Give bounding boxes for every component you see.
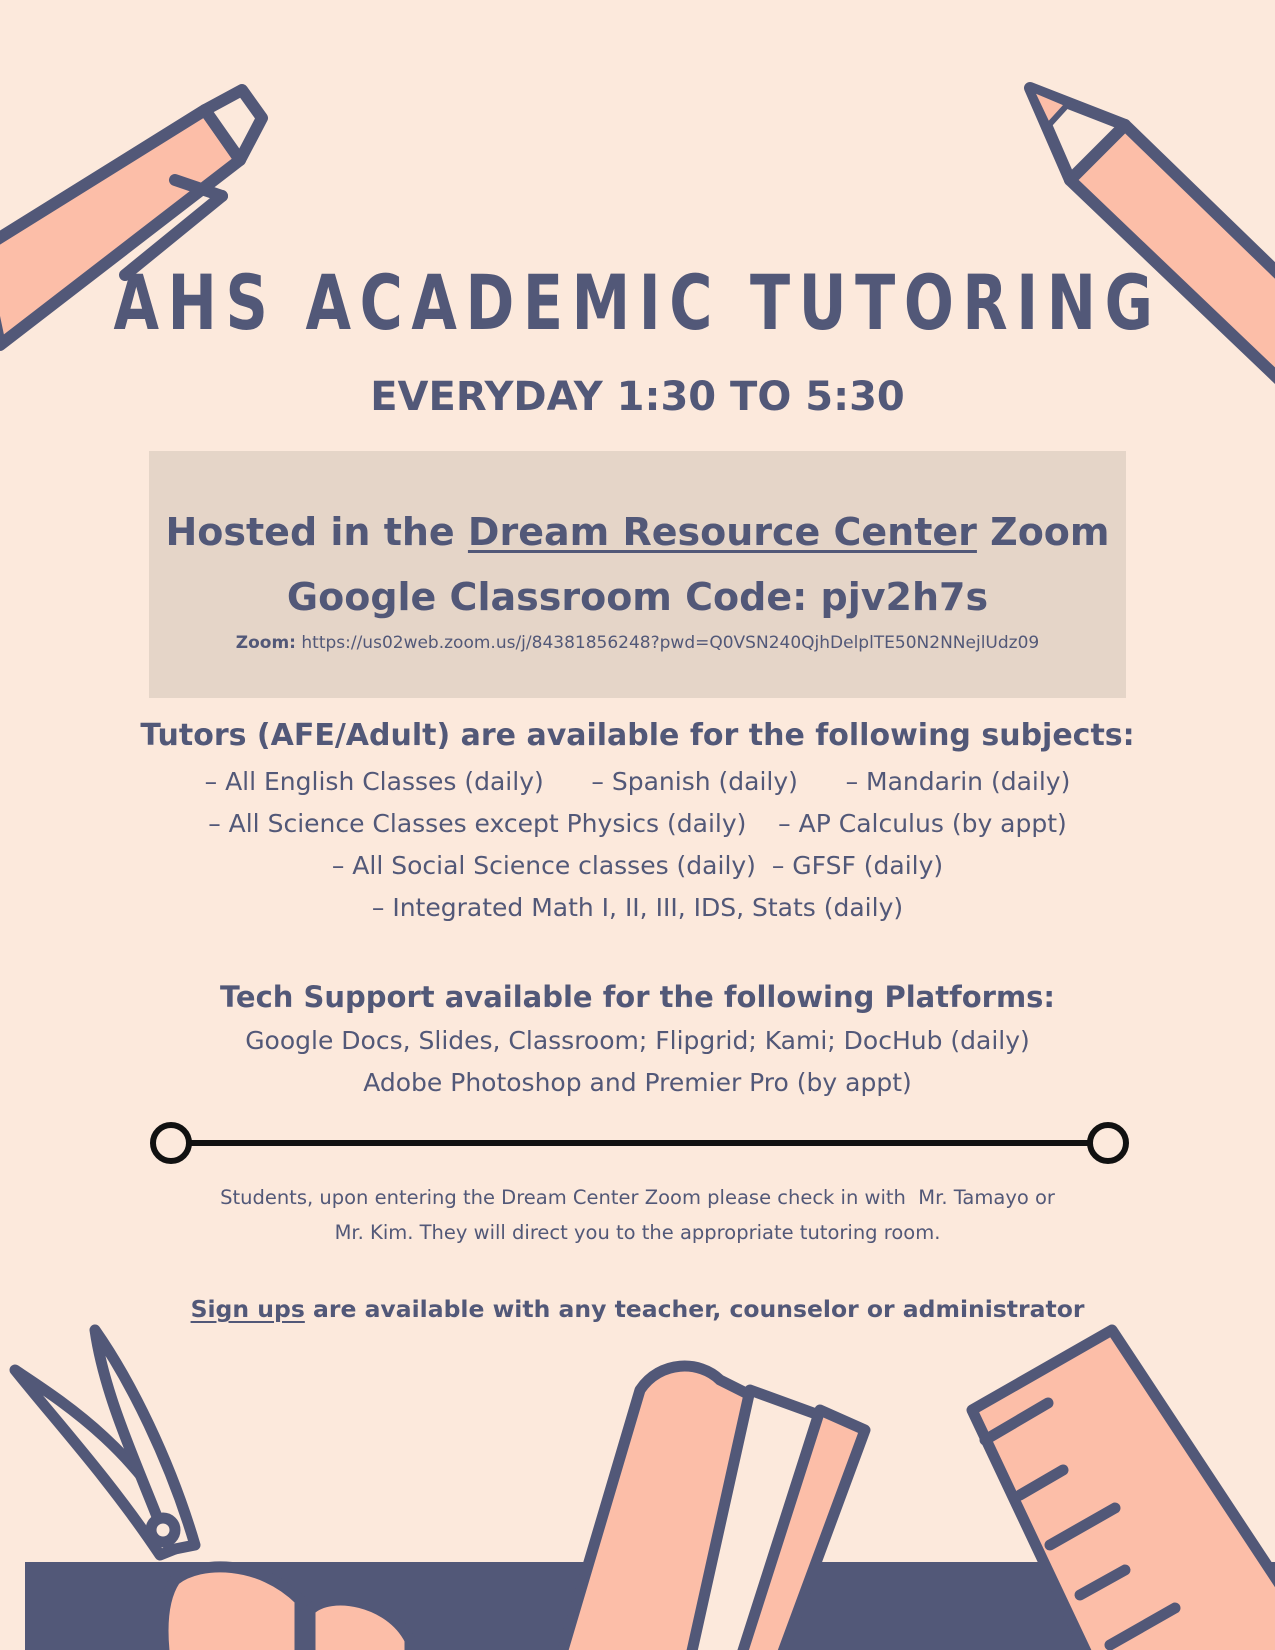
dream-resource-center-link[interactable]: Dream Resource Center (467, 510, 977, 554)
signups-text: are available with any teacher, counselor or administrator (304, 1295, 1085, 1323)
divider-line (153, 1125, 1126, 1161)
hosted-line (0, 508, 1275, 556)
subject-line: – All Science Classes except Physics (daily) – AP Calculus (by appt) (208, 809, 1067, 838)
page-title: AHS ACADEMIC TUTORING (113, 258, 1162, 347)
hosted-prefix: Hosted in the (165, 510, 468, 554)
zoom-line (0, 631, 1275, 655)
note-line: Students, upon entering the Dream Center Zoom please check in with Mr. Tamayo or (220, 1186, 1055, 1209)
zoom-label: Zoom: (235, 633, 296, 653)
subject-line: – Integrated Math I, II, III, IDS, Stats (daily) (371, 893, 904, 922)
check-in-note (0, 1180, 1275, 1250)
zoom-url-link[interactable]: https://us02web.zoom.us/j/84381856248?pwd=Q0VSN240QjhDelplTE50N2NNejlUdz09 (295, 633, 1040, 653)
platform-line: Adobe Photoshop and Premier Pro (by appt) (363, 1068, 912, 1097)
subject-line: – All English Classes (daily) – Spanish (daily) – Mandarin (daily) (204, 767, 1071, 796)
subject-line: – All Social Science classes (daily) – GFSF (daily) (331, 851, 944, 880)
platform-line: Google Docs, Slides, Classroom; Flipgrid; Kami; DocHub (daily) (245, 1026, 1030, 1055)
tutors-heading: Tutors (AFE/Adult) are available for the following subjects: (140, 718, 1135, 753)
signups-line (0, 1293, 1275, 1325)
hosted-suffix: Zoom (976, 510, 1110, 554)
classroom-code: Google Classroom Code: pjv2h7s (286, 575, 989, 619)
tech-support-heading: Tech Support available for the following Platforms: (219, 980, 1056, 1014)
schedule-subtitle: EVERYDAY 1:30 TO 5:30 (370, 374, 905, 420)
sign-ups-link[interactable]: Sign ups (190, 1295, 305, 1323)
note-line: Mr. Kim. They will direct you to the appropriate tutoring room. (334, 1221, 941, 1244)
